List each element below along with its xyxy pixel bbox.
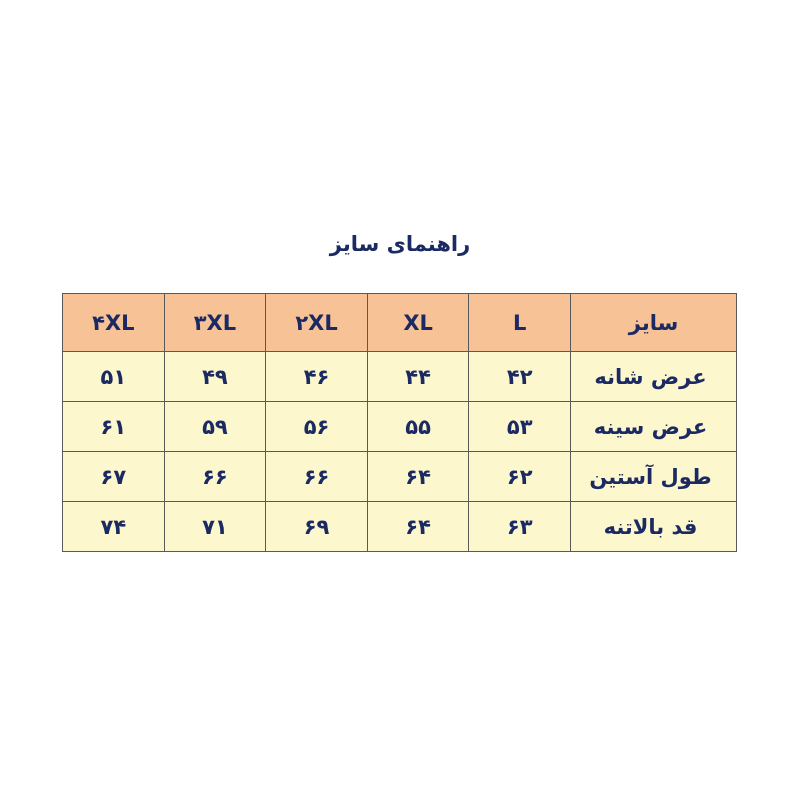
cell-sleeve-xl: ۶۴ — [367, 452, 469, 502]
table-body — [63, 352, 737, 552]
size-guide-table — [62, 293, 737, 552]
row-label-sleeve-length: طول آستین — [571, 452, 737, 502]
cell-shoulder-4xl: ۵۱ — [63, 352, 165, 402]
table-row — [63, 502, 737, 552]
cell-sleeve-l: ۶۲ — [469, 452, 571, 502]
table-header — [63, 294, 737, 352]
column-header-size: سایز — [571, 294, 737, 352]
column-header-4xl: ۴XL — [63, 294, 165, 352]
cell-chest-xl: ۵۵ — [367, 402, 469, 452]
cell-shoulder-3xl: ۴۹ — [164, 352, 266, 402]
cell-sleeve-2xl: ۶۶ — [266, 452, 368, 502]
cell-chest-4xl: ۶۱ — [63, 402, 165, 452]
cell-body-xl: ۶۴ — [367, 502, 469, 552]
cell-body-4xl: ۷۴ — [63, 502, 165, 552]
table-row — [63, 452, 737, 502]
row-label-body-length: قد بالاتنه — [571, 502, 737, 552]
column-header-xl: XL — [367, 294, 469, 352]
cell-sleeve-4xl: ۶۷ — [63, 452, 165, 502]
cell-body-3xl: ۷۱ — [164, 502, 266, 552]
cell-shoulder-xl: ۴۴ — [367, 352, 469, 402]
cell-chest-3xl: ۵۹ — [164, 402, 266, 452]
table-header-row — [63, 294, 737, 352]
table-row — [63, 352, 737, 402]
size-table-container — [63, 293, 737, 552]
cell-sleeve-3xl: ۶۶ — [164, 452, 266, 502]
row-label-shoulder-width: عرض شانه — [571, 352, 737, 402]
cell-body-l: ۶۳ — [469, 502, 571, 552]
table-row — [63, 402, 737, 452]
column-header-2xl: ۲XL — [266, 294, 368, 352]
page-title: راهنمای سایز — [329, 232, 471, 256]
column-header-l: L — [469, 294, 571, 352]
column-header-3xl: ۳XL — [164, 294, 266, 352]
cell-body-2xl: ۶۹ — [266, 502, 368, 552]
cell-shoulder-l: ۴۲ — [469, 352, 571, 402]
cell-chest-2xl: ۵۶ — [266, 402, 368, 452]
cell-chest-l: ۵۳ — [469, 402, 571, 452]
row-label-chest-width: عرض سینه — [571, 402, 737, 452]
cell-shoulder-2xl: ۴۶ — [266, 352, 368, 402]
